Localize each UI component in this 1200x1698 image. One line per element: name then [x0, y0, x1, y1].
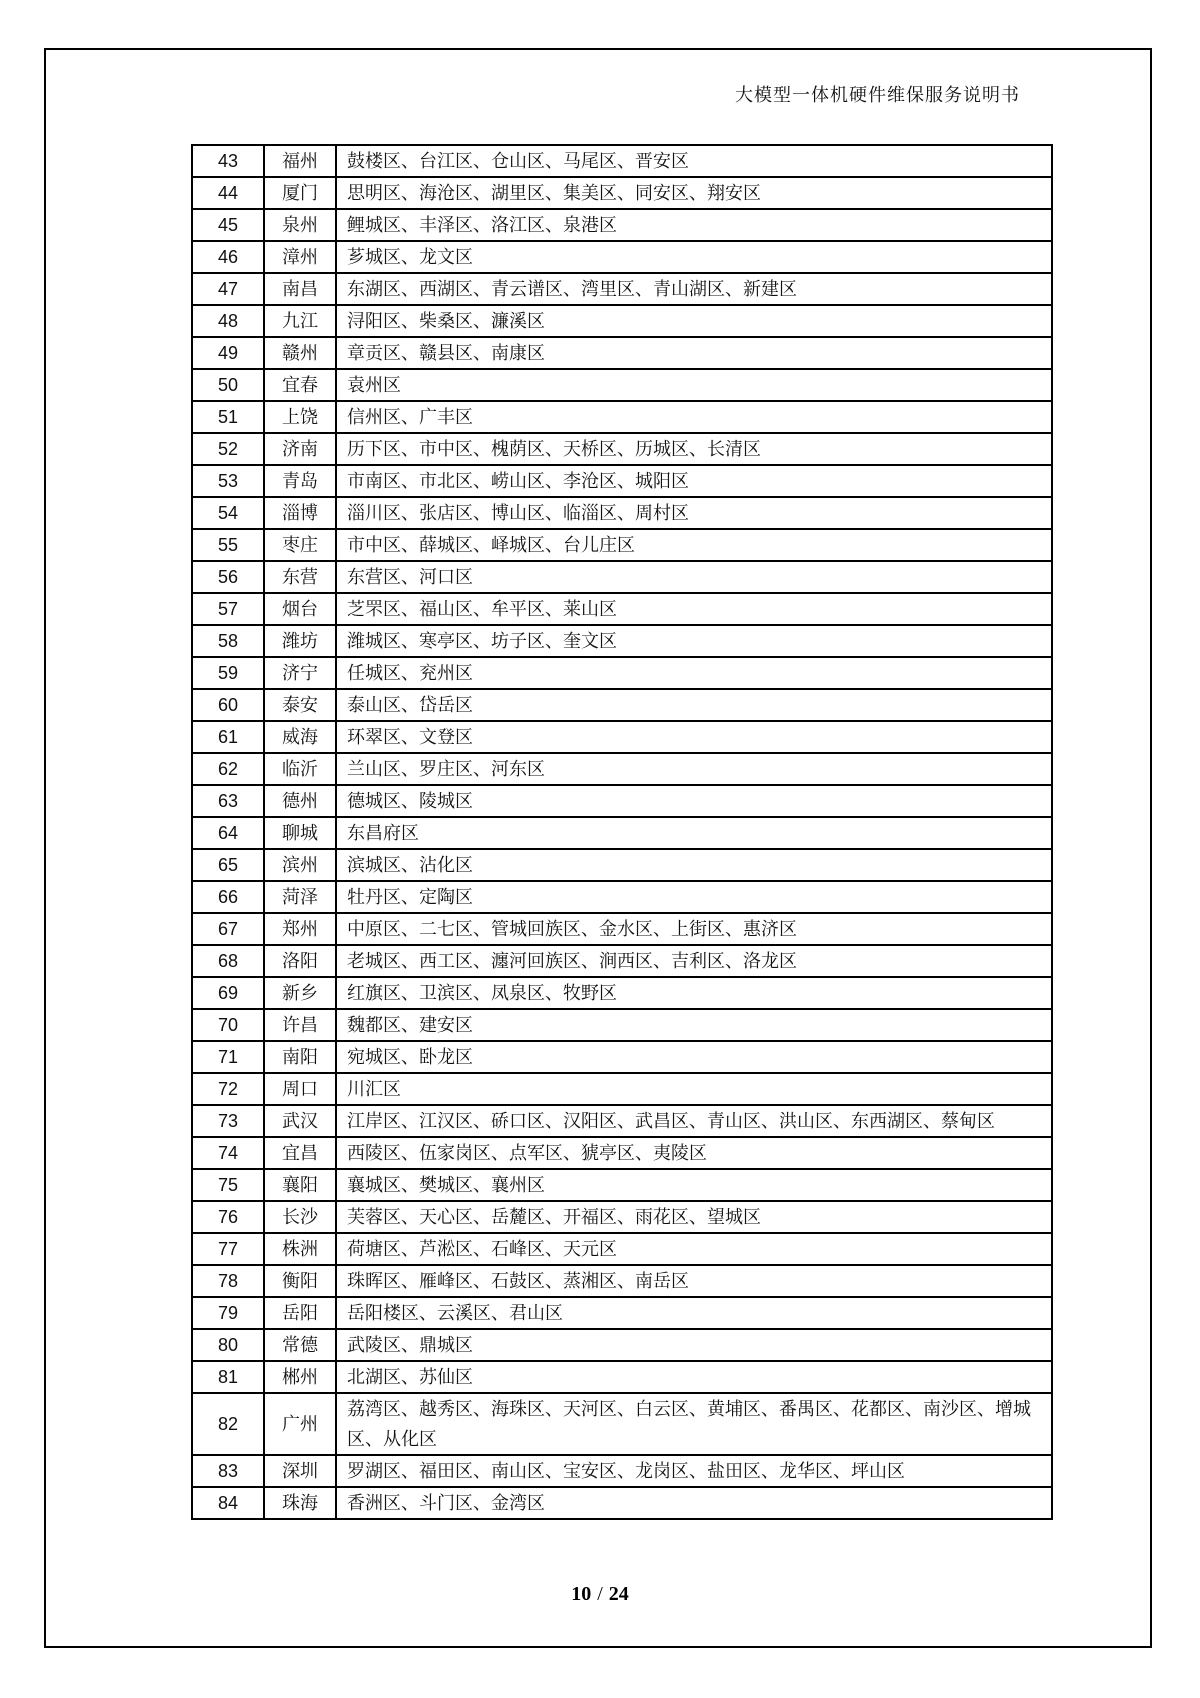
city-cell: 长沙: [264, 1201, 336, 1233]
row-number-cell: 52: [192, 433, 264, 465]
city-cell: 新乡: [264, 977, 336, 1009]
city-cell: 赣州: [264, 337, 336, 369]
table-row: [192, 1105, 1052, 1137]
city-cell: 宜春: [264, 369, 336, 401]
table-row: [192, 209, 1052, 241]
districts-cell: 思明区、海沧区、湖里区、集美区、同安区、翔安区: [336, 177, 1052, 209]
districts-cell: 潍城区、寒亭区、坊子区、奎文区: [336, 625, 1052, 657]
districts-cell: 任城区、兖州区: [336, 657, 1052, 689]
districts-cell: 珠晖区、雁峰区、石鼓区、蒸湘区、南岳区: [336, 1265, 1052, 1297]
districts-cell: 芙蓉区、天心区、岳麓区、开福区、雨花区、望城区: [336, 1201, 1052, 1233]
row-number-cell: 80: [192, 1329, 264, 1361]
row-number-cell: 48: [192, 305, 264, 337]
table-row: [192, 145, 1052, 177]
city-cell: 烟台: [264, 593, 336, 625]
row-number-cell: 50: [192, 369, 264, 401]
city-cell: 泉州: [264, 209, 336, 241]
table-row: [192, 433, 1052, 465]
districts-cell: 环翠区、文登区: [336, 721, 1052, 753]
city-cell: 岳阳: [264, 1297, 336, 1329]
row-number-cell: 82: [192, 1393, 264, 1455]
row-number-cell: 57: [192, 593, 264, 625]
row-number-cell: 75: [192, 1169, 264, 1201]
table-row: [192, 497, 1052, 529]
city-cell: 珠海: [264, 1487, 336, 1519]
row-number-cell: 45: [192, 209, 264, 241]
row-number-cell: 51: [192, 401, 264, 433]
city-cell: 枣庄: [264, 529, 336, 561]
districts-cell: 北湖区、苏仙区: [336, 1361, 1052, 1393]
row-number-cell: 65: [192, 849, 264, 881]
row-number-cell: 83: [192, 1455, 264, 1487]
row-number-cell: 68: [192, 945, 264, 977]
districts-cell: 荷塘区、芦淞区、石峰区、天元区: [336, 1233, 1052, 1265]
row-number-cell: 74: [192, 1137, 264, 1169]
districts-cell: 市中区、薛城区、峄城区、台儿庄区: [336, 529, 1052, 561]
city-cell: 襄阳: [264, 1169, 336, 1201]
row-number-cell: 46: [192, 241, 264, 273]
city-cell: 临沂: [264, 753, 336, 785]
city-cell: 常德: [264, 1329, 336, 1361]
districts-cell: 鼓楼区、台江区、仓山区、马尾区、晋安区: [336, 145, 1052, 177]
districts-cell: 信州区、广丰区: [336, 401, 1052, 433]
districts-cell: 泰山区、岱岳区: [336, 689, 1052, 721]
row-number-cell: 69: [192, 977, 264, 1009]
city-districts-table: [191, 144, 1053, 1520]
row-number-cell: 72: [192, 1073, 264, 1105]
table-row: [192, 1265, 1052, 1297]
districts-cell: 淄川区、张店区、博山区、临淄区、周村区: [336, 497, 1052, 529]
city-cell: 济南: [264, 433, 336, 465]
city-cell: 深圳: [264, 1455, 336, 1487]
table-row: [192, 1041, 1052, 1073]
table-row: [192, 369, 1052, 401]
city-cell: 南阳: [264, 1041, 336, 1073]
city-cell: 菏泽: [264, 881, 336, 913]
city-cell: 南昌: [264, 273, 336, 305]
table-row: [192, 945, 1052, 977]
table-row: [192, 305, 1052, 337]
districts-cell: 芝罘区、福山区、牟平区、莱山区: [336, 593, 1052, 625]
row-number-cell: 63: [192, 785, 264, 817]
table-row: [192, 273, 1052, 305]
row-number-cell: 70: [192, 1009, 264, 1041]
districts-cell: 章贡区、赣县区、南康区: [336, 337, 1052, 369]
table-row: [192, 1009, 1052, 1041]
row-number-cell: 84: [192, 1487, 264, 1519]
districts-cell: 历下区、市中区、槐荫区、天桥区、历城区、长清区: [336, 433, 1052, 465]
row-number-cell: 58: [192, 625, 264, 657]
row-number-cell: 76: [192, 1201, 264, 1233]
city-cell: 郴州: [264, 1361, 336, 1393]
districts-cell: 岳阳楼区、云溪区、君山区: [336, 1297, 1052, 1329]
table-row: [192, 1297, 1052, 1329]
row-number-cell: 66: [192, 881, 264, 913]
table-row: [192, 849, 1052, 881]
city-cell: 威海: [264, 721, 336, 753]
table-row: [192, 465, 1052, 497]
districts-cell: 江岸区、江汉区、硚口区、汉阳区、武昌区、青山区、洪山区、东西湖区、蔡甸区: [336, 1105, 1052, 1137]
row-number-cell: 53: [192, 465, 264, 497]
city-cell: 九江: [264, 305, 336, 337]
districts-cell: 武陵区、鼎城区: [336, 1329, 1052, 1361]
city-cell: 济宁: [264, 657, 336, 689]
districts-cell: 香洲区、斗门区、金湾区: [336, 1487, 1052, 1519]
row-number-cell: 77: [192, 1233, 264, 1265]
districts-cell: 中原区、二七区、管城回族区、金水区、上街区、惠济区: [336, 913, 1052, 945]
districts-cell: 鲤城区、丰泽区、洛江区、泉港区: [336, 209, 1052, 241]
city-cell: 许昌: [264, 1009, 336, 1041]
districts-cell: 襄城区、樊城区、襄州区: [336, 1169, 1052, 1201]
row-number-cell: 62: [192, 753, 264, 785]
table-row: [192, 977, 1052, 1009]
row-number-cell: 43: [192, 145, 264, 177]
page-number-separator: /: [597, 1583, 603, 1605]
city-cell: 株洲: [264, 1233, 336, 1265]
row-number-cell: 73: [192, 1105, 264, 1137]
city-cell: 衡阳: [264, 1265, 336, 1297]
table-row: [192, 401, 1052, 433]
city-cell: 聊城: [264, 817, 336, 849]
city-cell: 淄博: [264, 497, 336, 529]
row-number-cell: 55: [192, 529, 264, 561]
districts-cell: 红旗区、卫滨区、凤泉区、牧野区: [336, 977, 1052, 1009]
row-number-cell: 60: [192, 689, 264, 721]
table-row: [192, 1073, 1052, 1105]
table-row: [192, 593, 1052, 625]
districts-cell: 魏都区、建安区: [336, 1009, 1052, 1041]
city-cell: 东营: [264, 561, 336, 593]
districts-cell: 兰山区、罗庄区、河东区: [336, 753, 1052, 785]
city-cell: 德州: [264, 785, 336, 817]
current-page-number: 10: [571, 1583, 592, 1605]
row-number-cell: 81: [192, 1361, 264, 1393]
districts-cell: 荔湾区、越秀区、海珠区、天河区、白云区、黄埔区、番禺区、花都区、南沙区、增城区、从化区: [336, 1393, 1052, 1455]
table-row: [192, 1137, 1052, 1169]
districts-cell: 市南区、市北区、崂山区、李沧区、城阳区: [336, 465, 1052, 497]
districts-cell: 川汇区: [336, 1073, 1052, 1105]
row-number-cell: 79: [192, 1297, 264, 1329]
row-number-cell: 54: [192, 497, 264, 529]
table-row: [192, 817, 1052, 849]
city-cell: 漳州: [264, 241, 336, 273]
districts-cell: 芗城区、龙文区: [336, 241, 1052, 273]
table-row: [192, 337, 1052, 369]
row-number-cell: 64: [192, 817, 264, 849]
table-row: [192, 1393, 1052, 1455]
districts-cell: 浔阳区、柴桑区、濂溪区: [336, 305, 1052, 337]
city-cell: 武汉: [264, 1105, 336, 1137]
table-row: [192, 1455, 1052, 1487]
row-number-cell: 78: [192, 1265, 264, 1297]
table-row: [192, 753, 1052, 785]
city-cell: 郑州: [264, 913, 336, 945]
districts-cell: 东昌府区: [336, 817, 1052, 849]
table-row: [192, 913, 1052, 945]
districts-cell: 牡丹区、定陶区: [336, 881, 1052, 913]
districts-cell: 宛城区、卧龙区: [336, 1041, 1052, 1073]
row-number-cell: 44: [192, 177, 264, 209]
table-row: [192, 881, 1052, 913]
table-row: [192, 1329, 1052, 1361]
city-cell: 滨州: [264, 849, 336, 881]
city-cell: 宜昌: [264, 1137, 336, 1169]
city-cell: 上饶: [264, 401, 336, 433]
districts-cell: 西陵区、伍家岗区、点军区、猇亭区、夷陵区: [336, 1137, 1052, 1169]
city-cell: 青岛: [264, 465, 336, 497]
row-number-cell: 67: [192, 913, 264, 945]
districts-cell: 袁州区: [336, 369, 1052, 401]
table-row: [192, 721, 1052, 753]
table-body: [192, 145, 1052, 1519]
row-number-cell: 59: [192, 657, 264, 689]
table-row: [192, 689, 1052, 721]
districts-cell: 罗湖区、福田区、南山区、宝安区、龙岗区、盐田区、龙华区、坪山区: [336, 1455, 1052, 1487]
city-cell: 周口: [264, 1073, 336, 1105]
city-cell: 潍坊: [264, 625, 336, 657]
table-row: [192, 1487, 1052, 1519]
city-cell: 厦门: [264, 177, 336, 209]
row-number-cell: 47: [192, 273, 264, 305]
table-row: [192, 177, 1052, 209]
table-row: [192, 529, 1052, 561]
row-number-cell: 71: [192, 1041, 264, 1073]
table-row: [192, 1169, 1052, 1201]
table-row: [192, 1361, 1052, 1393]
table-row: [192, 1201, 1052, 1233]
table-row: [192, 625, 1052, 657]
table-row: [192, 241, 1052, 273]
page-number: [0, 1583, 1200, 1606]
row-number-cell: 56: [192, 561, 264, 593]
districts-cell: 德城区、陵城区: [336, 785, 1052, 817]
city-cell: 福州: [264, 145, 336, 177]
row-number-cell: 61: [192, 721, 264, 753]
city-cell: 泰安: [264, 689, 336, 721]
districts-cell: 老城区、西工区、瀍河回族区、涧西区、吉利区、洛龙区: [336, 945, 1052, 977]
table-row: [192, 1233, 1052, 1265]
table-row: [192, 785, 1052, 817]
document-header-title: 大模型一体机硬件维保服务说明书: [735, 85, 1020, 105]
row-number-cell: 49: [192, 337, 264, 369]
districts-cell: 东营区、河口区: [336, 561, 1052, 593]
total-page-count: 24: [608, 1583, 629, 1605]
city-cell: 洛阳: [264, 945, 336, 977]
table-row: [192, 561, 1052, 593]
table-row: [192, 657, 1052, 689]
city-cell: 广州: [264, 1393, 336, 1455]
districts-cell: 东湖区、西湖区、青云谱区、湾里区、青山湖区、新建区: [336, 273, 1052, 305]
districts-cell: 滨城区、沾化区: [336, 849, 1052, 881]
